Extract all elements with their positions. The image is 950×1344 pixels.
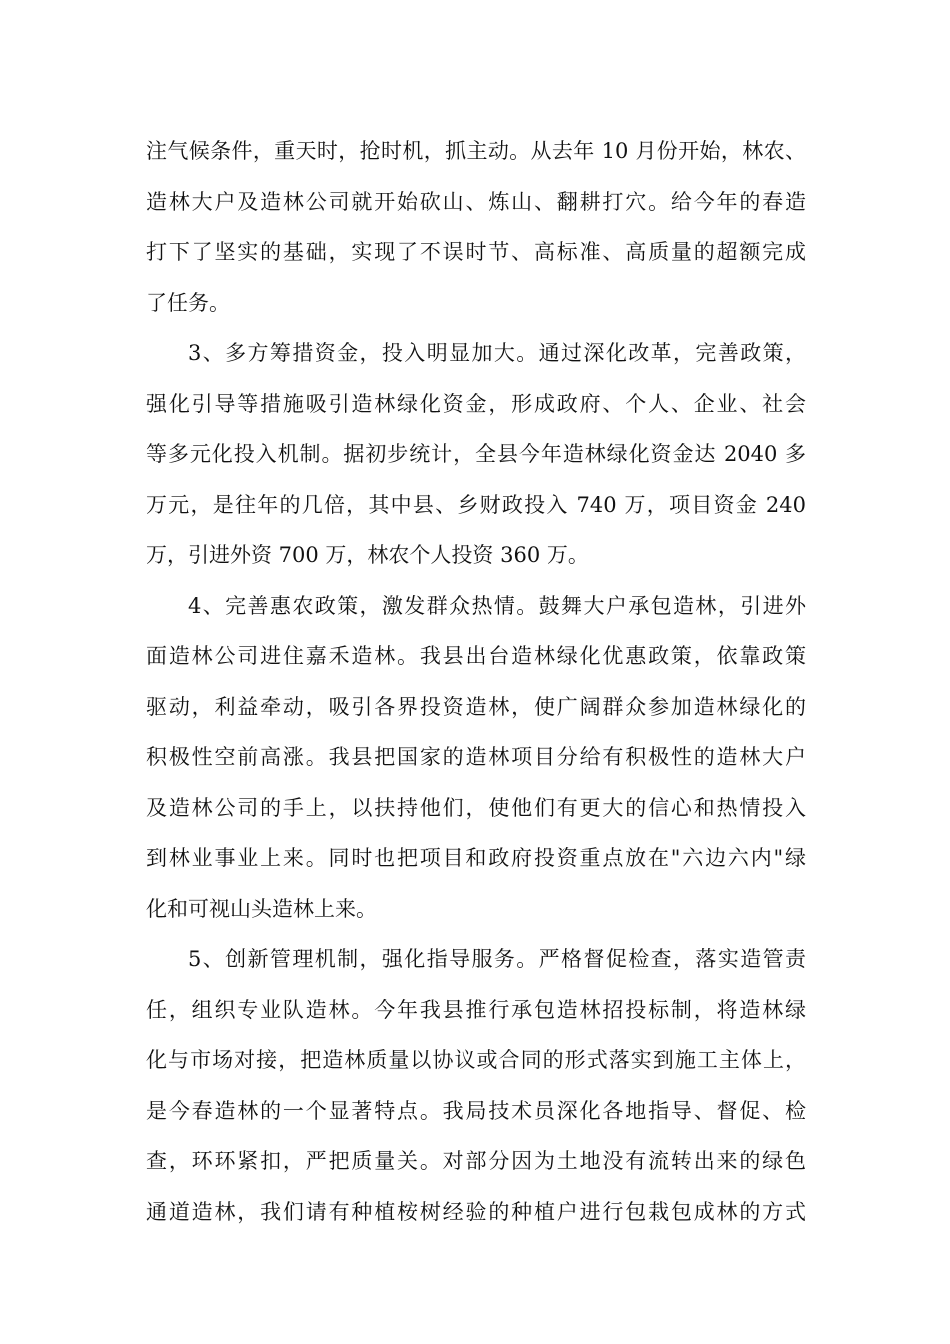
- text-line: 5、创新管理机制，强化指导服务。严格督促检查，落实造管责: [188, 947, 806, 971]
- text-line: 任，组织专业队造林。今年我县推行承包造林招投标制，将造林绿: [146, 997, 806, 1022]
- text-line: 到林业事业上来。同时也把项目和政府投资重点放在"六边六内"绿: [146, 846, 806, 870]
- text-line: 3、多方筹措资金，投入明显加大。通过深化改革，完善政策，: [188, 341, 806, 365]
- text-line: 等多元化投入机制。据初步统计，全县今年造林绿化资金达 2040 多: [146, 442, 806, 466]
- text-line: 通道造林，我们请有种植桉树经验的种植户进行包栽包成林的方式: [146, 1199, 806, 1224]
- text-line: 强化引导等措施吸引造林绿化资金，形成政府、个人、企业、社会: [146, 391, 806, 416]
- text-line: 是今春造林的一个显著特点。我局技术员深化各地指导、督促、检: [146, 1098, 806, 1123]
- text-line: 面造林公司进住嘉禾造林。我县出台造林绿化优惠政策，依靠政策: [146, 644, 806, 668]
- text-line: 驱动，利益牵动，吸引各界投资造林，使广阔群众参加造林绿化的: [146, 694, 806, 719]
- text-line: 化和可视山头造林上来。: [146, 896, 377, 921]
- text-line: 查，环环紧扣，严把质量关。对部分因为土地没有流转出来的绿色: [146, 1149, 806, 1173]
- text-line: 万，引进外资 700 万，林农个人投资 360 万。: [146, 543, 589, 567]
- text-line: 积极性空前高涨。我县把国家的造林项目分给有积极性的造林大户: [146, 745, 806, 769]
- text-line: 造林大户及造林公司就开始砍山、炼山、翻耕打穴。给今年的春造: [146, 189, 806, 214]
- body-text: [146, 126, 806, 1237]
- text-line: 打下了坚实的基础，实现了不误时节、高标准、高质量的超额完成: [146, 240, 806, 264]
- text-line: 了任务。: [146, 290, 230, 315]
- text-line: 化与市场对接，把造林质量以协议或合同的形式落实到施工主体上，: [146, 1048, 806, 1072]
- text-line: 及造林公司的手上，以扶持他们，使他们有更大的信心和热情投入: [146, 795, 806, 820]
- text-line: 注气候条件，重天时，抢时机，抓主动。从去年 10 月份开始，林农、: [146, 139, 806, 163]
- text-line: 万元，是往年的几倍，其中县、乡财政投入 740 万，项目资金 240: [146, 492, 806, 517]
- text-line: 4、完善惠农政策，激发群众热情。鼓舞大户承包造林，引进外: [188, 593, 806, 618]
